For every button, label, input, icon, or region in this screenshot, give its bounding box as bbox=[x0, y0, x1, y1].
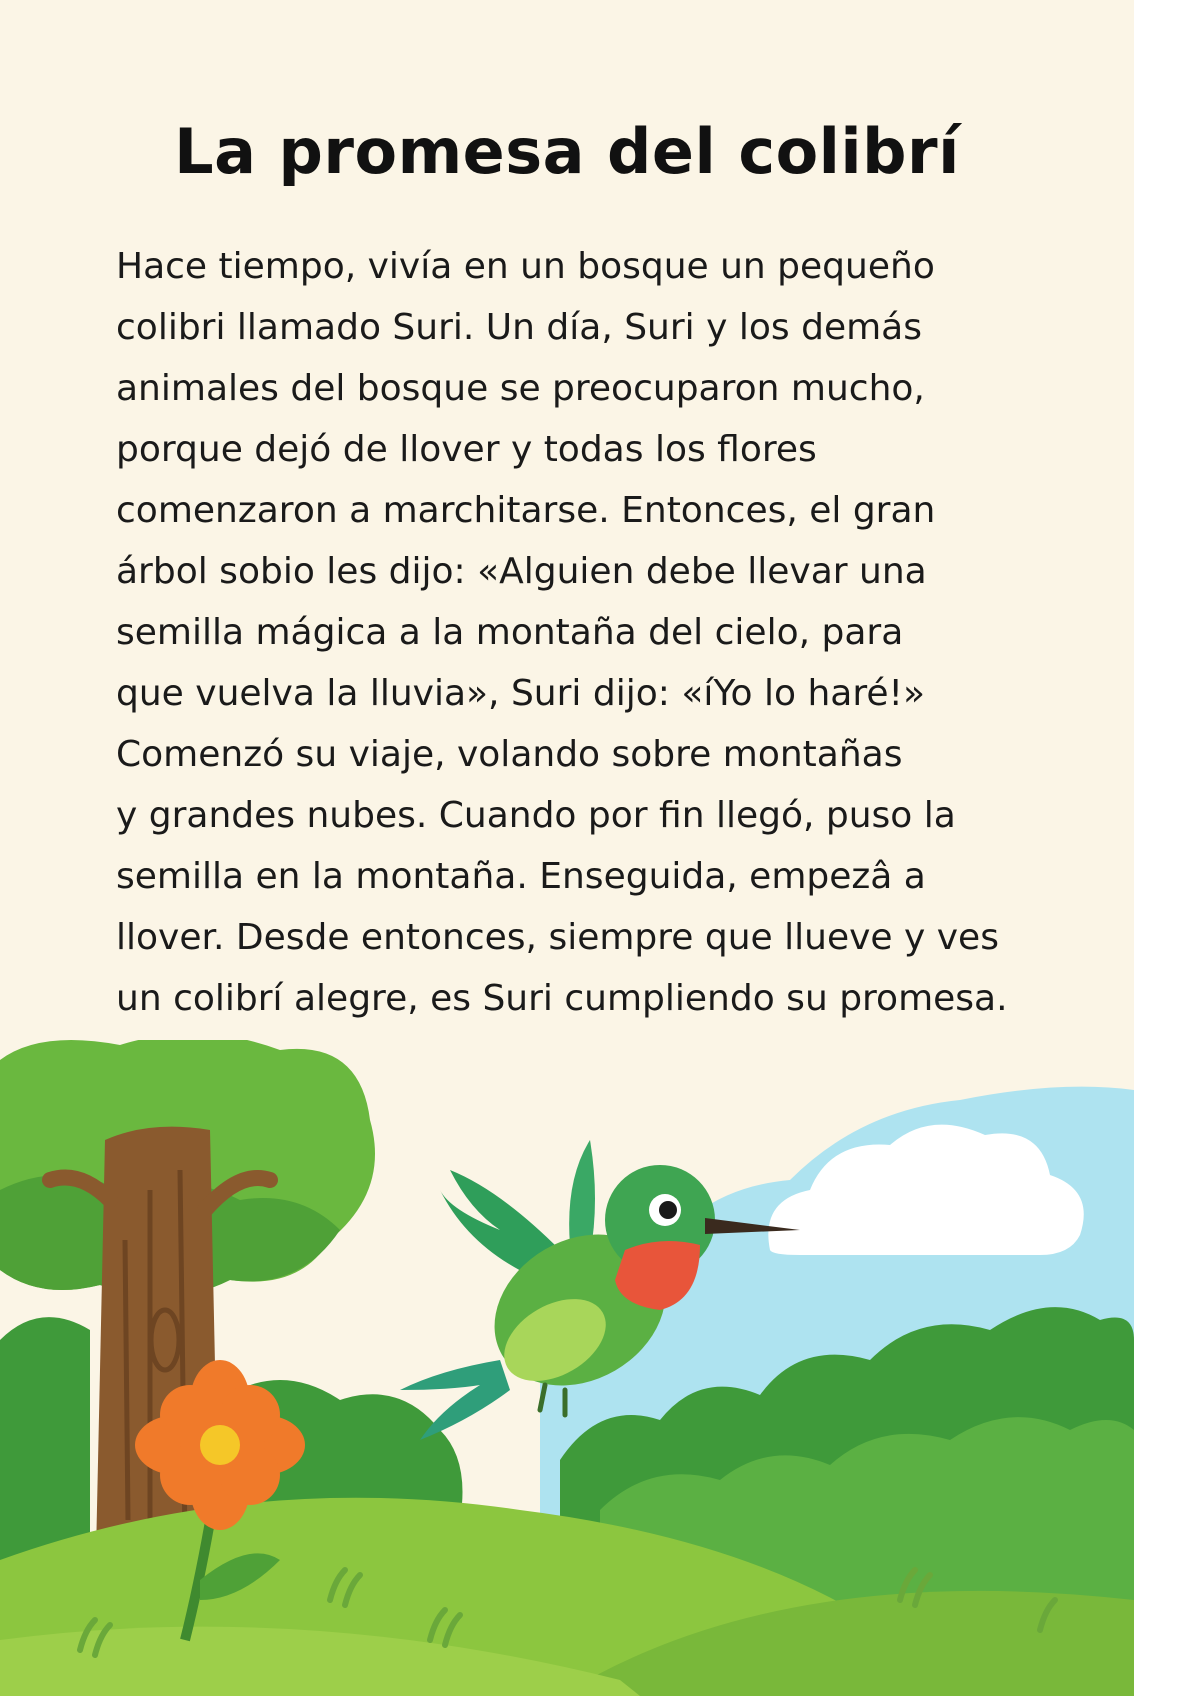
story-line: árbol sobio les dijo: «Alguien debe llevar una bbox=[116, 551, 927, 592]
story-line: que vuelva la lluvia», Suri dijo: «íYo lo haré!» bbox=[116, 673, 925, 714]
story-text bbox=[116, 236, 1096, 1029]
story-line: comenzaron a marchitarse. Entonces, el gran bbox=[116, 490, 936, 531]
story-line: semilla mágica a la montaña del cielo, para bbox=[116, 612, 904, 653]
story-line: llover. Desde entonces, siempre que llueve y ves bbox=[116, 917, 999, 958]
story-title: La promesa del colibrí bbox=[174, 115, 960, 188]
forest-illustration bbox=[0, 1040, 1134, 1696]
story-line: animales del bosque se preocuparon mucho, bbox=[116, 368, 925, 409]
story-line: colibri llamado Suri. Un día, Suri y los demás bbox=[116, 307, 922, 348]
story-line: un colibrí alegre, es Suri cumpliendo su promesa. bbox=[116, 978, 1008, 1019]
story-line: Hace tiempo, vivía en un bosque un pequeño bbox=[116, 246, 935, 287]
story-line: y grandes nubes. Cuando por fin llegó, puso la bbox=[116, 795, 956, 836]
story-line: semilla en la montaña. Enseguida, empezâ a bbox=[116, 856, 926, 897]
story-line: Comenzó su viaje, volando sobre montañas bbox=[116, 734, 903, 775]
story-line: porque dejó de llover y todas los flores bbox=[116, 429, 817, 470]
